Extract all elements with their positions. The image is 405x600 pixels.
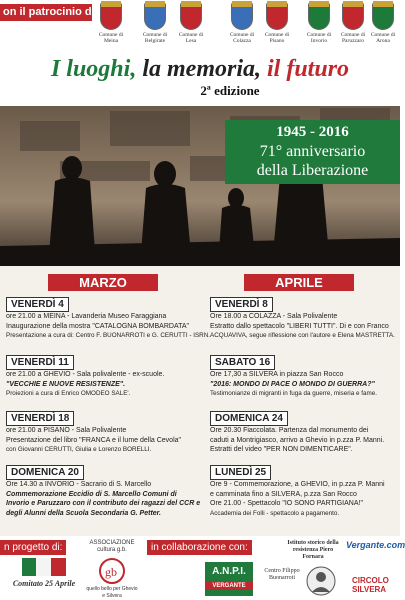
event-aprile-2	[206, 408, 396, 455]
municipality-name: Comune di Lesa	[178, 32, 204, 44]
event-aprile-1	[206, 352, 396, 399]
istituto-storico-logo: Istituto storico della resistenza Piero Fornara	[287, 540, 339, 560]
event-text-line: Estratti del video "PER NON DIMENTICARE".	[210, 446, 353, 453]
event-day: VENERDÌ 4	[6, 297, 69, 312]
crest-icon	[100, 2, 122, 30]
title-part-futuro: il futuro	[267, 56, 350, 82]
event-text-line: ore 21.00 a GHEVIO - Sala polivalente - ex-scuole.	[6, 371, 165, 378]
municipality-0	[96, 2, 126, 44]
poster-title	[0, 54, 400, 104]
comitato-logo-text: Comitato 25 Aprile	[12, 579, 76, 588]
collaboration-label: in collaborazione con:	[147, 540, 252, 555]
title-part-luoghi: I luoghi,	[50, 56, 137, 82]
municipality-name: Comune di Pisano	[264, 32, 290, 44]
project-label: n progetto di:	[0, 540, 66, 555]
event-text-line: Presentazione del libro "FRANCA e il lume della Cevola"	[6, 436, 181, 444]
anniversary-line: 71° anniversario	[259, 143, 366, 160]
municipality-name: Comune di Colazza	[229, 32, 255, 44]
svg-text:gb: gb	[105, 565, 117, 579]
event-day: VENERDÌ 8	[210, 297, 273, 312]
municipality-name: Comune di Meina	[98, 32, 124, 44]
patronage-label: on il patrocinio di:	[0, 4, 92, 21]
event-day: DOMENICA 20	[6, 465, 84, 480]
crest-icon	[308, 2, 330, 30]
municipality-5	[304, 2, 334, 44]
event-aprile-0	[206, 294, 396, 341]
patronage-bar	[0, 0, 400, 54]
municipality-1	[140, 2, 170, 44]
crest-icon	[144, 2, 166, 30]
event-text-line: Proiezioni a cura di Enrico OMODEO SALE'.	[6, 390, 131, 397]
event-text-line: Accademia dei Folli - spettacolo a pagamento.	[210, 509, 340, 517]
event-marzo-3	[2, 462, 201, 518]
event-day: SABATO 16	[210, 355, 275, 370]
event-text-line: ACQUAVIVA, segue riflessione con l'autore e Elena MASTRETTA.	[210, 332, 395, 339]
crest-icon	[231, 2, 253, 30]
event-day: VENERDÌ 11	[6, 355, 74, 370]
municipality-name: Comune di Arona	[370, 32, 396, 44]
centro-buonarroti-logo: Centro Filippo Buonarroti	[264, 568, 300, 581]
municipality-name: Comune di Paruzzaro	[340, 32, 366, 44]
municipality-2	[176, 2, 206, 44]
event-day: VENERDÌ 18	[6, 411, 74, 426]
liberation-line: della Liberazione	[256, 162, 369, 179]
vergante-logo: Vergante.com	[346, 540, 405, 550]
event-text-line: Testimonianze di migranti in fuga da guerre, miseria e fame.	[210, 390, 377, 397]
associazione-subtitle: quello bello per Ghevio e Silvera	[86, 586, 138, 599]
event-day: DOMENICA 24	[210, 411, 288, 426]
municipality-6	[338, 2, 368, 44]
event-text-line: e camminata fino a SILVERA, p.zza San Rocco	[210, 490, 357, 498]
anniversary-years: 1945 - 2016	[276, 124, 349, 140]
event-text-line: Inaugurazione della mostra "CATALOGNA BOMBARDATA"	[6, 322, 190, 330]
event-marzo-2	[2, 408, 192, 455]
municipality-name: Comune di Invorio	[306, 32, 332, 44]
event-text-line: Ore 20.30 Fiaccolata. Partenza dal monumento dei	[210, 427, 369, 434]
anpi-vergante: VERGANTE	[205, 582, 253, 590]
event-text-line: Estratto dallo spettacolo "LIBERI TUTTI". Di e con Franco	[210, 322, 389, 330]
footer	[0, 536, 405, 600]
event-text-line: con Giovanni CERUTTI, Giulia e Lorenzo BORELLI.	[6, 446, 152, 453]
title-part-memoria: la memoria,	[142, 56, 261, 82]
event-marzo-0	[2, 294, 211, 341]
crest-icon	[180, 2, 202, 30]
associazione-name: ASSOCIAZIONE cultura g.b.	[89, 540, 135, 553]
event-text-line: "2016: MONDO DI PACE O MONDO DI GUERRA?"	[210, 380, 375, 388]
municipality-4	[262, 2, 292, 44]
crest-icon	[266, 2, 288, 30]
event-text-line: degli Alunni della Scuola Secondaria G. Petter.	[6, 509, 161, 517]
event-text-line: ore 21.00 a PISANO - Sala Polivalente	[6, 427, 127, 434]
event-marzo-1	[2, 352, 192, 399]
event-text-line: Ore 14.30 a INVORIO - Sacrario di S. Marcello	[6, 481, 152, 488]
crest-icon	[372, 2, 394, 30]
event-text-line: caduti a Montrigiasco, arrivo a Ghevio in p.zza P. Manni.	[210, 436, 385, 444]
event-day: LUNEDÌ 25	[210, 465, 271, 480]
event-program	[0, 266, 400, 536]
event-text-line: Ore 21.00 - Spettacolo "IO SONO PARTIGIANA!"	[210, 500, 363, 507]
event-aprile-3	[206, 462, 396, 518]
anpi-logo	[205, 562, 253, 596]
municipality-3	[227, 2, 257, 44]
circolo-silvera-logo: CIRCOLO SILVERA	[352, 576, 389, 594]
event-text-line: Commemorazione Eccidio di S. Marcello Comuni di	[6, 490, 177, 498]
comitato-flag-icon	[22, 558, 66, 576]
crest-icon	[342, 2, 364, 30]
edition-label: 2ª edizione	[200, 83, 260, 98]
municipality-name: Comune di Belgirate	[142, 32, 168, 44]
month-aprile: APRILE	[244, 274, 354, 291]
anpi-name: A.N.P.I.	[212, 566, 246, 577]
event-text-line: ore 21.00 a MEINA - Lavanderia Museo Faraggiana	[6, 313, 167, 320]
municipality-7	[368, 2, 398, 44]
event-text-line: Presentazione a cura di: Centro F. BUONARROTI e G. CERUTTI - ISRN.	[6, 332, 211, 339]
associazione-logo-icon	[98, 558, 126, 584]
month-marzo: MARZO	[48, 274, 158, 291]
portrait-icon	[306, 566, 336, 596]
event-text-line: Ore 18.00 a COLAZZA - Sala Polivalente	[210, 313, 338, 320]
anniversary-banner	[225, 120, 400, 184]
event-text-line: "VECCHIE E NUOVE RESISTENZE".	[6, 380, 126, 388]
event-text-line: Ore 17,30 a SILVERA in piazza San Rocco	[210, 371, 344, 378]
event-text-line: Ore 9 - Commemorazione, a GHEVIO, in p.zza P. Manni	[210, 481, 385, 488]
event-text-line: Invorio e Paruzzaro con il contributo dei ragazzi del CCR e	[6, 500, 201, 507]
